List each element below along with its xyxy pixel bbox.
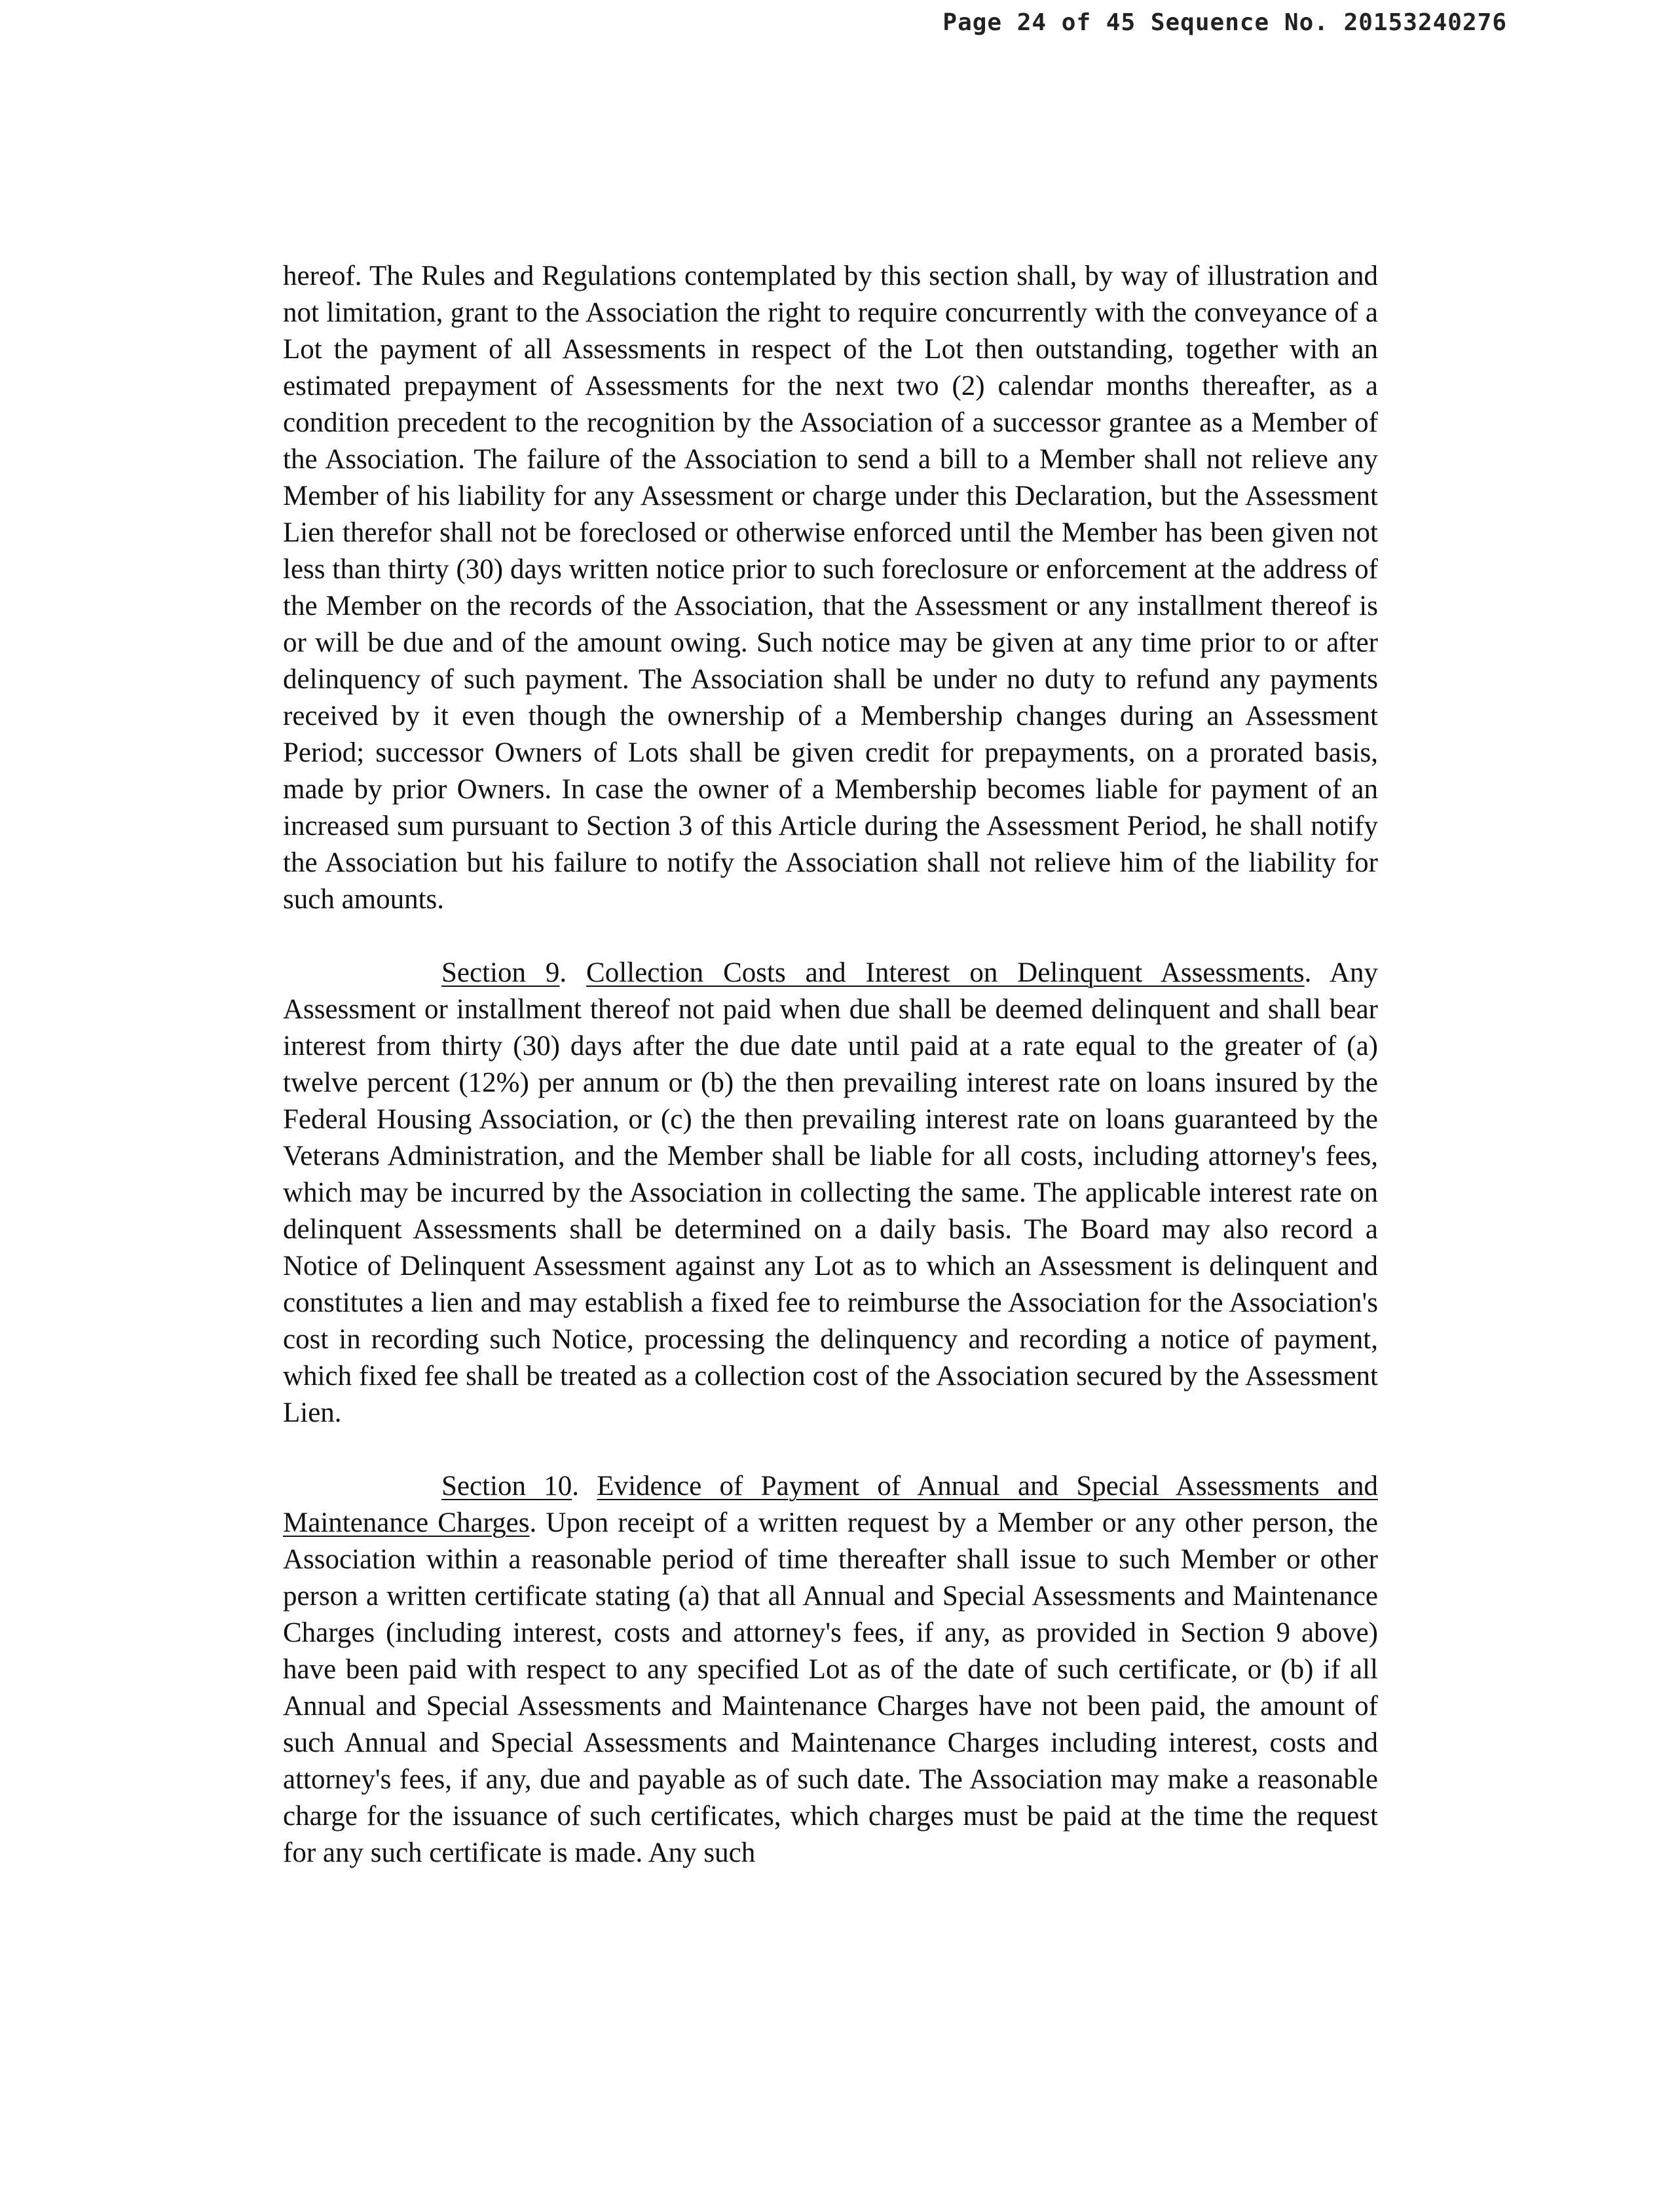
section-10-heading: Evidence of Payment of Annual and Special Assessments and Maintenance Charges — [283, 1471, 1378, 1538]
paragraph-continuation: hereof. The Rules and Regulations contemplated by this section shall, by way of illustration and not limitation, grant to the Association the right to require concurrently with the conveyance of a Lot the payment of all Assessments in respect of the Lot then outstanding, together with an estimated prepayment of Assessments for the next two (2) calendar months thereafter, as a condition precedent to the recognition by the Association of a successor grantee as a Member of the Association. The failure of the Association to send a bill to a Member shall not relieve any Member of his liability for any Assessment or charge under this Declaration, but the Assessment Lien therefor shall not be foreclosed or otherwise enforced until the Member has been given not less than thirty (30) days written notice prior to such foreclosure or enforcement at the address of the Member on the records of the Association, that the Assessment or any installment thereof is or will be due and of the amount owing. Such notice may be given at any time prior to or after delinquency of such payment. The Association shall be under no duty to refund any payments received by it even though the ownership of a Membership changes during an Assessment Period; successor Owners of Lots shall be given credit for prepayments, on a prorated basis, made by prior Owners. In case the owner of a Membership becomes liable for payment of an increased sum pursuant to Section 3 of this Article during the Assessment Period, he shall notify the Association but his failure to notify the Association shall not relieve him of the liability for such amounts. — [283, 261, 1378, 915]
document-body — [283, 258, 1378, 1908]
section-10-label-punct: . — [572, 1471, 597, 1502]
section-10-label: Section 10 — [441, 1471, 572, 1502]
section-9-label: Section 9 — [441, 957, 560, 988]
section-9-paragraph — [283, 955, 1378, 1431]
section-10-paragraph — [283, 1468, 1378, 1871]
section-10-heading-punct: . — [529, 1507, 537, 1538]
section-9-body: Any Assessment or installment thereof not paid when due shall be deemed delinquent and shall bear interest from thirty (30) days after the due date until paid at a rate equal to the greater of (a) twelve percent (12%) per annum or (b) the then prevailing interest rate on loans insured by the Federal Housing Association, or (c) the then prevailing interest rate on loans guaranteed by the Veterans Administration, and the Member shall be liable for all costs, including attorney's fees, which may be incurred by the Association in collecting the same. The applicable interest rate on delinquent Assessments shall be determined on a daily basis. The Board may also record a Notice of Delinquent Assessment against any Lot as to which an Assessment is delinquent and constitutes a lien and may establish a fixed fee to reimburse the Association for the Association's cost in recording such Notice, processing the delinquency and recording a notice of payment, which fixed fee shall be treated as a collection cost of the Association secured by the Assessment Lien. — [283, 957, 1379, 1428]
page-sequence-header: Page 24 of 45 Sequence No. 20153240276 — [942, 9, 1507, 36]
section-9-label-punct: . — [559, 957, 587, 988]
section-9-heading-punct: . — [1304, 957, 1312, 988]
section-9-heading: Collection Costs and Interest on Delinquent Assessments — [586, 957, 1305, 988]
section-10-body: Upon receipt of a written request by a Member or any other person, the Association within a reasonable period of time thereafter shall issue to such Member or other person a written certificate stating (a) that all Annual and Special Assessments and Maintenance Charges (including interest, costs and attorney's fees, if any, as provided in Section 9 above) have been paid with respect to any specified Lot as of the date of such certificate, or (b) if all Annual and Special Assessments and Maintenance Charges have not been paid, the amount of such Annual and Special Assessments and Maintenance Charges including interest, costs and attorney's fees, if any, due and payable as of such date. The Association may make a reasonable charge for the issuance of such certificates, which charges must be paid at the time the request for any such certificate is made. Any such — [283, 1507, 1378, 1868]
